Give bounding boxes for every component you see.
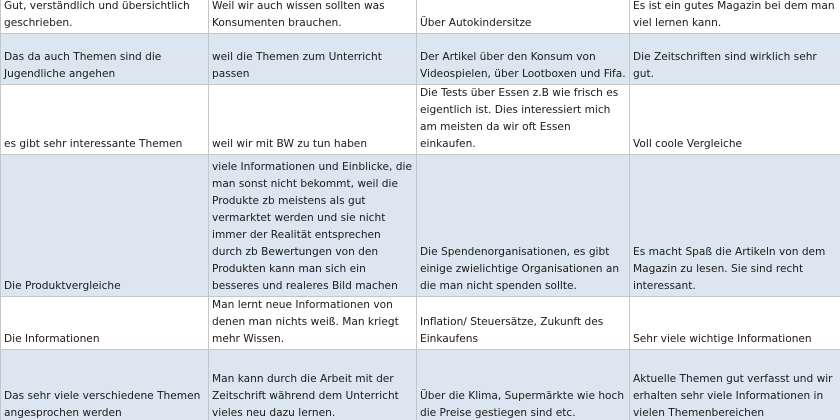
table-cell[interactable]: Die Spendenorganisationen, es gibt einige zwielichtige Organisationen an die man nicht spenden sollte. [417, 155, 630, 297]
table-cell[interactable]: Die Informationen [1, 297, 209, 350]
table-cell[interactable]: Man lernt neue Informationen von denen man nichts weiß. Man kriegt mehr Wissen. [209, 297, 417, 350]
table-row [1, 34, 840, 85]
table-cell[interactable]: Gut, verständlich und übersichtlich geschrieben. [1, 0, 209, 34]
table-cell[interactable]: Es macht Spaß die Artikeln von dem Magazin zu lesen. Sie sind recht interessant. [630, 155, 840, 297]
table-cell[interactable]: weil die Themen zum Unterricht passen [209, 34, 417, 85]
table-cell[interactable]: Es ist ein gutes Magazin bei dem man viel lernen kann. [630, 0, 840, 34]
table-cell[interactable]: Das da auch Themen sind die Jugendliche angehen [1, 34, 209, 85]
table-row [1, 350, 840, 420]
table-row [1, 155, 840, 297]
table-row [1, 297, 840, 350]
table-cell[interactable]: Die Zeitschriften sind wirklich sehr gut. [630, 34, 840, 85]
table-cell[interactable]: Aktuelle Themen gut verfasst und wir erhalten sehr viele Informationen in vielen Themenbereichen [630, 350, 840, 420]
table-cell[interactable]: viele Informationen und Einblicke, die man sonst nicht bekommt, weil die Produkte zb meistens als gut vermarktet werden und sie nicht immer der Realität entsprechen durch zb Bewertungen von den Produkten kann man sich ein besseres und realeres Bild machen [209, 155, 417, 297]
table-cell[interactable]: Über Autokindersitze [417, 0, 630, 34]
table-cell[interactable]: Über die Klima, Supermärkte wie hoch die Preise gestiegen sind etc. [417, 350, 630, 420]
table-cell[interactable]: weil wir mit BW zu tun haben [209, 85, 417, 155]
table-cell[interactable]: Sehr viele wichtige Informationen [630, 297, 840, 350]
table-cell[interactable]: Die Tests über Essen z.B wie frisch es eigentlich ist. Dies interessiert mich am meisten da wir oft Essen einkaufen. [417, 85, 630, 155]
table-cell[interactable]: Die Produktvergleiche [1, 155, 209, 297]
table-row [1, 85, 840, 155]
table-cell[interactable]: Voll coole Vergleiche [630, 85, 840, 155]
table-cell[interactable]: Das sehr viele verschiedene Themen angesprochen werden [1, 350, 209, 420]
table-cell[interactable]: Der Artikel über den Konsum von Videospielen, über Lootboxen und Fifa. [417, 34, 630, 85]
table-cell[interactable]: Man kann durch die Arbeit mit der Zeitschrift während dem Unterricht vieles neu dazu lernen. [209, 350, 417, 420]
table-cell[interactable]: es gibt sehr interessante Themen [1, 85, 209, 155]
table-cell[interactable]: Inflation/ Steuersätze, Zukunft des Einkaufens [417, 297, 630, 350]
table-row [1, 0, 840, 34]
table-cell[interactable]: Weil wir auch wissen sollten was Konsumenten brauchen. [209, 0, 417, 34]
